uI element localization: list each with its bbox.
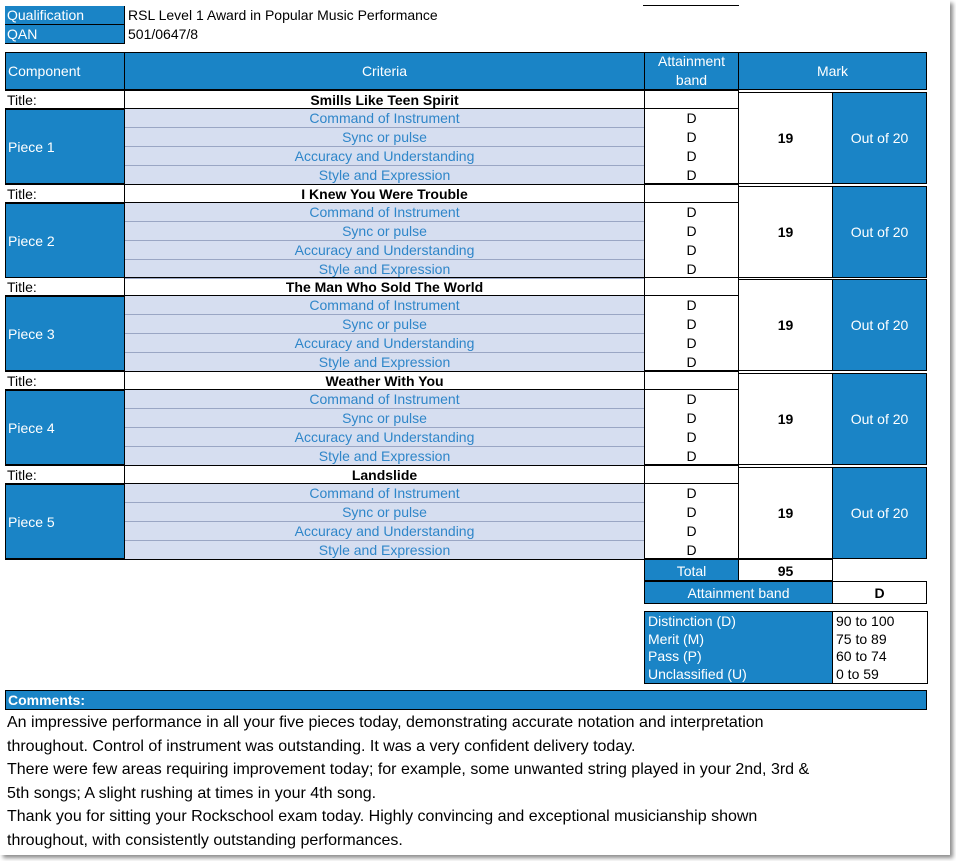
grade-range: 60 to 74 bbox=[836, 648, 887, 664]
mark-number: 19 bbox=[777, 411, 794, 427]
component-cell bbox=[5, 390, 125, 465]
band-value: D bbox=[686, 148, 697, 164]
band-value: D bbox=[686, 242, 697, 258]
comment-line: There were few areas requiring improvement today; for example, some unwanted string played in your 2nd, 3rd & bbox=[7, 761, 810, 778]
criteria-item: Sync or pulse bbox=[125, 222, 644, 241]
band-value: D bbox=[686, 448, 697, 464]
band-value: D bbox=[686, 129, 697, 145]
component-name: Piece 3 bbox=[8, 325, 55, 342]
component-name: Piece 5 bbox=[8, 513, 55, 530]
criteria-item: Style and Expression bbox=[125, 166, 644, 185]
mark-number: 19 bbox=[777, 130, 794, 146]
comment-line: 5th songs; A slight rushing at times in your 4th song. bbox=[7, 784, 377, 802]
component-name: Piece 1 bbox=[8, 138, 55, 155]
header-component-text: Component bbox=[8, 63, 81, 79]
title-label: Title: bbox=[5, 184, 125, 203]
band-value: D bbox=[686, 410, 697, 426]
criteria-item: Style and Expression bbox=[125, 260, 644, 279]
criteria-item: Command of Instrument bbox=[125, 109, 644, 128]
out-of-cell bbox=[832, 373, 927, 465]
out-of-text: Out of 20 bbox=[850, 130, 909, 146]
grade-label: Pass (P) bbox=[648, 648, 702, 664]
band-value: D bbox=[686, 354, 697, 370]
criteria-item: Style and Expression bbox=[125, 447, 644, 466]
comments-body bbox=[7, 711, 927, 851]
band-value: D bbox=[686, 297, 697, 313]
mark-value bbox=[738, 279, 833, 371]
band-value: D bbox=[686, 391, 697, 407]
title-label: Title: bbox=[5, 277, 125, 296]
total-label: Total bbox=[644, 559, 739, 581]
criteria-item: Sync or pulse bbox=[125, 315, 644, 334]
title-band-cell bbox=[644, 277, 739, 296]
header-attainment-line1: Attainment bbox=[658, 53, 725, 69]
criteria-item: Accuracy and Understanding bbox=[125, 147, 644, 166]
criteria-item: Command of Instrument bbox=[125, 296, 644, 315]
comment-line: Thank you for sitting your Rockschool exam today. Highly convincing and exceptional musicianship shown bbox=[7, 808, 758, 825]
piece-title: Landslide bbox=[124, 465, 645, 484]
band-value: D bbox=[686, 429, 697, 445]
criteria-item: Sync or pulse bbox=[125, 503, 644, 522]
criteria-item: Accuracy and Understanding bbox=[125, 334, 644, 353]
header-component bbox=[5, 52, 125, 90]
out-of-text: Out of 20 bbox=[850, 505, 909, 521]
criteria-item: Command of Instrument bbox=[125, 203, 644, 222]
band-value: D bbox=[686, 335, 697, 351]
criteria-item: Accuracy and Understanding bbox=[125, 241, 644, 260]
piece-title: I Knew You Were Trouble bbox=[124, 184, 645, 203]
qan-value: 501/0647/8 bbox=[128, 26, 199, 42]
qualification-label: Qualification bbox=[5, 6, 124, 25]
grade-range: 75 to 89 bbox=[836, 630, 887, 647]
criteria-item: Style and Expression bbox=[125, 541, 644, 560]
title-label: Title: bbox=[5, 90, 125, 109]
component-cell bbox=[5, 109, 125, 184]
band-value: D bbox=[686, 223, 697, 239]
out-of-text: Out of 20 bbox=[850, 317, 909, 333]
title-label: Title: bbox=[5, 465, 125, 484]
criteria-item: Accuracy and Understanding bbox=[125, 428, 644, 447]
component-cell bbox=[5, 296, 125, 371]
band-value: D bbox=[686, 542, 697, 558]
title-band-cell bbox=[644, 184, 739, 203]
band-value: D bbox=[686, 167, 697, 183]
header-attainment bbox=[644, 52, 739, 90]
header-attainment-line2: band bbox=[675, 72, 708, 88]
title-band-cell bbox=[644, 465, 739, 484]
attainment-band-value: D bbox=[832, 581, 927, 604]
title-band-cell bbox=[644, 371, 739, 390]
grade-range: 0 to 59 bbox=[836, 665, 879, 682]
piece-title: The Man Who Sold The World bbox=[124, 277, 645, 296]
band-value: D bbox=[686, 485, 697, 501]
criteria-item: Accuracy and Understanding bbox=[125, 522, 644, 541]
qualification-divider bbox=[124, 6, 125, 44]
attainment-band-label: Attainment band bbox=[644, 581, 833, 604]
piece-title: Weather With You bbox=[124, 371, 645, 390]
comment-line: throughout. Control of instrument was outstanding. It was a very confident delivery today. bbox=[7, 737, 636, 755]
component-name: Piece 2 bbox=[8, 232, 55, 249]
piece-title: Smills Like Teen Spirit bbox=[124, 90, 645, 109]
grade-range: 90 to 100 bbox=[836, 613, 895, 629]
qualification-value: RSL Level 1 Award in Popular Music Performance bbox=[128, 7, 438, 23]
comment-line: An impressive performance in all your five pieces today, demonstrating accurate notation and interpretation bbox=[7, 714, 764, 731]
band-value: D bbox=[686, 204, 697, 220]
out-of-cell bbox=[832, 186, 927, 278]
band-value: D bbox=[686, 316, 697, 332]
component-cell bbox=[5, 203, 125, 278]
band-value: D bbox=[686, 523, 697, 539]
comment-line: throughout, with consistently outstanding performances. bbox=[7, 831, 403, 849]
component-name: Piece 4 bbox=[8, 419, 55, 436]
component-cell bbox=[5, 484, 125, 559]
top-rule bbox=[643, 5, 739, 6]
table-bottom-rule bbox=[5, 559, 645, 560]
title-band-cell bbox=[644, 90, 739, 109]
band-value: D bbox=[686, 504, 697, 520]
grade-label: Unclassified (U) bbox=[648, 665, 747, 682]
out-of-cell bbox=[832, 279, 927, 371]
mark-value bbox=[738, 92, 833, 184]
qan-label: QAN bbox=[5, 25, 124, 44]
criteria-item: Command of Instrument bbox=[125, 390, 644, 409]
mark-number: 19 bbox=[777, 317, 794, 333]
grade-label: Merit (M) bbox=[648, 630, 704, 647]
band-value: D bbox=[686, 261, 697, 277]
grade-label: Distinction (D) bbox=[648, 613, 736, 629]
comments-label: Comments: bbox=[5, 690, 927, 710]
mark-number: 19 bbox=[777, 505, 794, 521]
band-value: D bbox=[686, 110, 697, 126]
header-mark bbox=[738, 52, 927, 90]
criteria-item: Style and Expression bbox=[125, 353, 644, 372]
mark-value bbox=[738, 373, 833, 465]
title-label: Title: bbox=[5, 371, 125, 390]
criteria-item: Command of Instrument bbox=[125, 484, 644, 503]
out-of-text: Out of 20 bbox=[850, 411, 909, 427]
out-of-cell bbox=[832, 92, 927, 184]
criteria-item: Sync or pulse bbox=[125, 409, 644, 428]
mark-number: 19 bbox=[777, 224, 794, 240]
mark-value bbox=[738, 467, 833, 559]
criteria-item: Sync or pulse bbox=[125, 128, 644, 147]
header-mark-text: Mark bbox=[816, 63, 849, 79]
header-criteria-text: Criteria bbox=[361, 63, 408, 79]
mark-value bbox=[738, 186, 833, 278]
header-criteria bbox=[124, 52, 645, 90]
out-of-text: Out of 20 bbox=[850, 224, 909, 240]
total-value: 95 bbox=[738, 559, 833, 581]
out-of-cell bbox=[832, 467, 927, 559]
grade-boundaries bbox=[644, 611, 928, 684]
